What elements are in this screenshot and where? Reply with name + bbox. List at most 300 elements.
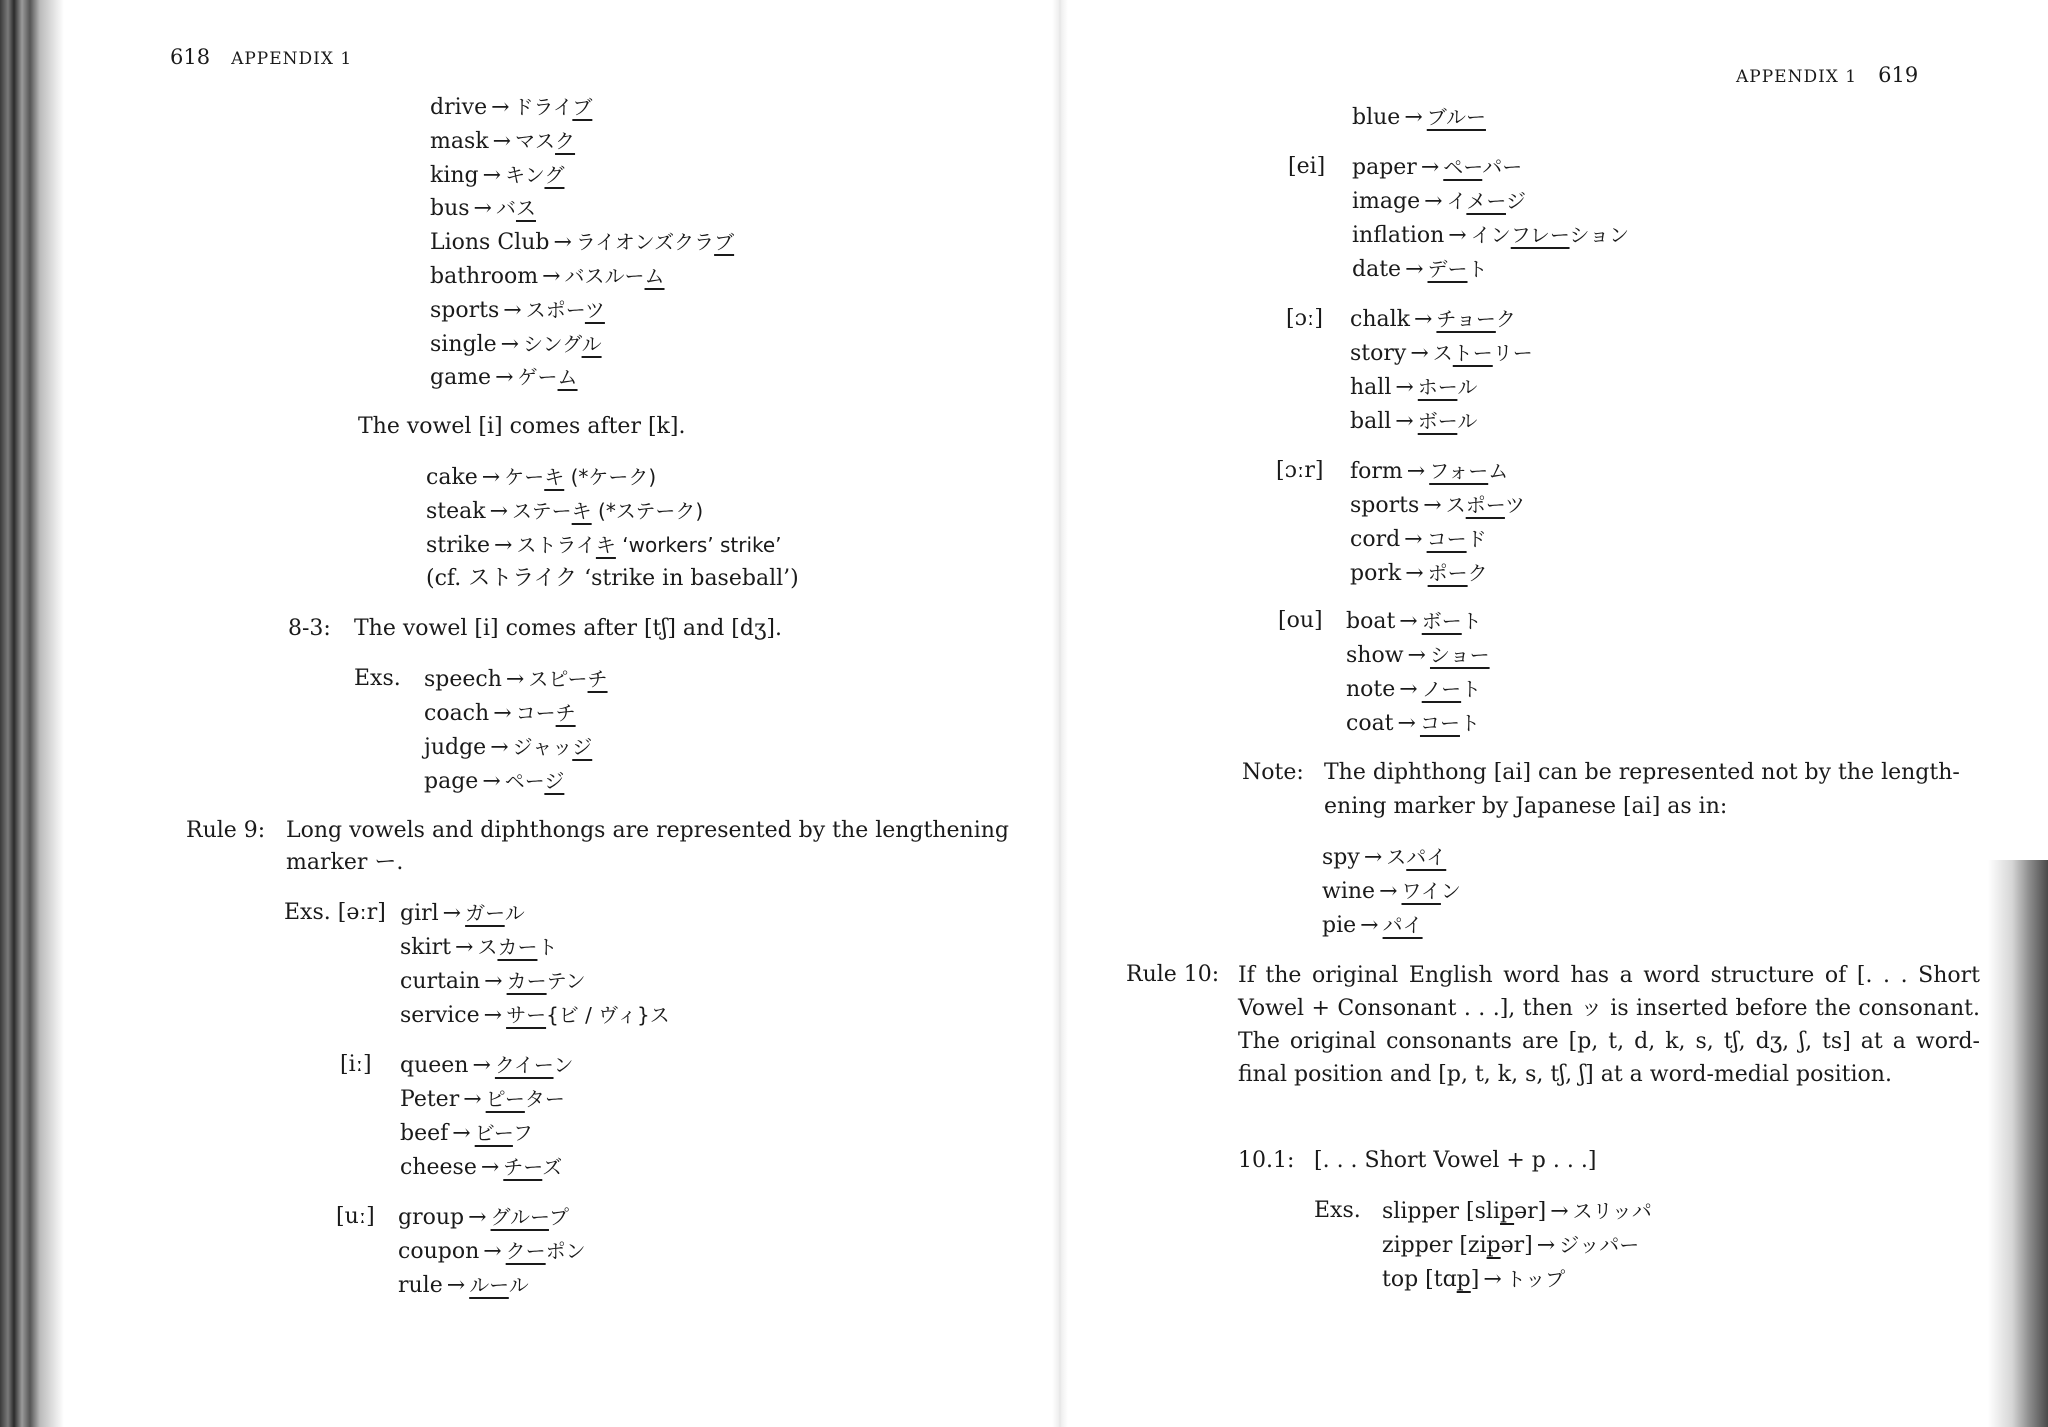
katakana-form bbox=[1402, 879, 1461, 903]
katakana-part: ン bbox=[553, 1053, 574, 1077]
katakana-form bbox=[495, 1053, 574, 1077]
arrow-icon: → bbox=[482, 163, 502, 188]
english-word: coach bbox=[424, 701, 490, 726]
exs-er-label: Exs. [əːr] bbox=[284, 900, 386, 925]
arrow-icon: → bbox=[492, 129, 512, 154]
entry-line bbox=[430, 162, 564, 189]
katakana-part: フ bbox=[512, 1121, 533, 1145]
katakana-form bbox=[496, 196, 536, 220]
katakana-part: プ bbox=[548, 1205, 569, 1229]
english-word: group bbox=[398, 1205, 465, 1230]
entry-line bbox=[430, 331, 602, 358]
katakana-part: リー bbox=[1492, 341, 1533, 365]
katakana-underlined: グルー bbox=[490, 1205, 549, 1229]
english-word: Peter bbox=[400, 1087, 460, 1112]
katakana-part: パー bbox=[1482, 155, 1523, 179]
english-word: single bbox=[430, 332, 497, 357]
katakana-underlined: ポー bbox=[1427, 561, 1468, 585]
entry-line bbox=[426, 498, 703, 525]
katakana-part: ドライ bbox=[513, 95, 573, 119]
english-word: rule bbox=[398, 1273, 443, 1298]
katakana-underlined: ス bbox=[515, 196, 536, 220]
english-word: cheese bbox=[400, 1155, 477, 1180]
arrow-icon: → bbox=[495, 365, 514, 390]
katakana-form: トップ bbox=[1505, 1267, 1566, 1291]
katakana-form bbox=[1422, 609, 1482, 633]
katakana-part: バ bbox=[495, 196, 516, 220]
page-header-right bbox=[1736, 62, 1918, 90]
entry-line bbox=[1322, 878, 1461, 905]
katakana-underlined: ク bbox=[555, 129, 576, 153]
english-word: page bbox=[424, 769, 479, 794]
katakana-form bbox=[477, 935, 557, 959]
katakana-part: ル bbox=[1457, 375, 1478, 399]
katakana-form bbox=[1427, 527, 1487, 551]
rule-9-line2: marker ー. bbox=[286, 850, 404, 875]
katakana-form bbox=[503, 1155, 562, 1179]
katakana-part: マス bbox=[515, 129, 556, 153]
entry-line bbox=[424, 734, 592, 761]
entry-line bbox=[1346, 608, 1482, 635]
katakana-underlined: クー bbox=[505, 1239, 546, 1263]
arrow-icon: → bbox=[446, 1273, 466, 1298]
entry-line bbox=[430, 364, 578, 391]
entry-line bbox=[1382, 1266, 1565, 1293]
arrow-icon: → bbox=[1536, 1233, 1556, 1258]
arrow-icon: → bbox=[1363, 845, 1383, 870]
arrow-icon: → bbox=[1424, 189, 1443, 214]
english-underlined: p bbox=[1500, 1199, 1515, 1224]
katakana-form bbox=[515, 129, 575, 153]
english-word: girl bbox=[400, 901, 439, 926]
entry-line bbox=[1350, 374, 1477, 401]
entry-line bbox=[398, 1204, 569, 1231]
katakana-part: スポー bbox=[525, 298, 585, 322]
english-word: pork bbox=[1350, 561, 1402, 586]
arrow-icon: → bbox=[1413, 307, 1433, 332]
katakana-underlined: キ bbox=[544, 465, 565, 489]
entry-line bbox=[400, 1002, 670, 1029]
katakana-part: ス bbox=[477, 935, 498, 959]
katakana-underlined: ボー bbox=[1421, 609, 1462, 633]
entry-line bbox=[424, 768, 564, 795]
katakana-underlined: トー bbox=[1452, 341, 1493, 365]
arrow-icon: → bbox=[482, 769, 501, 794]
english-word: wine bbox=[1322, 879, 1376, 904]
entry-line bbox=[426, 464, 656, 491]
english-word bbox=[1382, 1199, 1546, 1224]
english-word: coat bbox=[1346, 711, 1394, 736]
katakana-part: ポン bbox=[545, 1239, 586, 1263]
arrow-icon: → bbox=[1397, 711, 1416, 736]
arrow-icon: → bbox=[1550, 1199, 1569, 1224]
arrow-icon: → bbox=[494, 533, 513, 558]
katakana-part: ケー bbox=[504, 465, 545, 489]
arrow-icon: → bbox=[1404, 105, 1423, 130]
entry-line bbox=[400, 934, 557, 961]
katakana-part: コー bbox=[515, 701, 556, 725]
katakana-part: ル bbox=[508, 1273, 529, 1297]
katakana-part: ステー bbox=[512, 499, 572, 523]
arrow-icon: → bbox=[503, 298, 522, 323]
english-word: mask bbox=[430, 129, 489, 154]
english-word: bus bbox=[430, 196, 470, 221]
katakana-underlined: ポー bbox=[1465, 493, 1505, 517]
katakana-part: イ bbox=[1446, 189, 1467, 213]
entry-line bbox=[400, 1052, 574, 1079]
katakana-underlined: ブルー bbox=[1426, 105, 1486, 129]
arrow-icon: → bbox=[490, 735, 509, 760]
katakana-underlined: ペー bbox=[1443, 155, 1483, 179]
entry-line bbox=[1350, 408, 1477, 435]
running-head: APPENDIX 1 bbox=[1736, 67, 1858, 87]
rule-8-3-text: The vowel [i] comes after [tʃ] and [dʒ]. bbox=[354, 616, 782, 641]
katakana-part: {ビ / ヴィ}ス bbox=[546, 1003, 670, 1027]
english-word: ball bbox=[1350, 409, 1392, 434]
katakana-part: ス bbox=[1445, 493, 1466, 517]
english-part: ər] bbox=[1514, 1199, 1547, 1224]
english-word: steak bbox=[426, 499, 486, 524]
page-number: 619 bbox=[1878, 63, 1919, 87]
katakana-form bbox=[1427, 105, 1486, 129]
katakana-form bbox=[504, 465, 656, 489]
english-word: service bbox=[400, 1003, 480, 1028]
katakana-part: ム bbox=[1488, 459, 1509, 483]
english-word: bathroom bbox=[430, 264, 539, 289]
katakana-form bbox=[1383, 913, 1423, 937]
katakana-form bbox=[518, 365, 578, 389]
katakana-part: ストライ bbox=[516, 533, 596, 557]
entry-line bbox=[430, 128, 575, 155]
katakana-part: ライオンズクラ bbox=[575, 230, 715, 254]
katakana-form bbox=[1433, 341, 1533, 365]
katakana-form bbox=[1443, 155, 1522, 179]
english-word: sports bbox=[430, 298, 500, 323]
katakana-underlined: ム bbox=[557, 365, 578, 389]
katakana-form bbox=[576, 230, 734, 254]
english-word: sports bbox=[1350, 493, 1420, 518]
arrow-icon: → bbox=[489, 499, 509, 524]
rule-10-text: If the original English word has a word structure of [. . . Short Vowel + Consonant . . .], then ッ is inserted before the consonant. The original consonants are [p, t, d, k, s, tʃ, dʒ, ʃ, ts] at a word-final position and [p, t, k, s, tʃ, ʃ] at a word-medial position. bbox=[1238, 963, 1980, 1087]
entry-line bbox=[424, 666, 608, 693]
arrow-icon: → bbox=[1483, 1267, 1502, 1292]
entry-line bbox=[400, 900, 525, 927]
english-part: zipper [zi bbox=[1382, 1233, 1487, 1258]
katakana-underlined: ボー bbox=[1417, 409, 1458, 433]
entry-line bbox=[1346, 676, 1481, 703]
katakana-underlined: グ bbox=[544, 163, 565, 187]
katakana-form bbox=[465, 901, 525, 925]
entry-line bbox=[1350, 526, 1487, 553]
katakana-form bbox=[565, 264, 665, 288]
katakana-form bbox=[1418, 409, 1478, 433]
arrow-icon: → bbox=[1420, 155, 1440, 180]
entry-line bbox=[1322, 844, 1446, 871]
entry-line bbox=[1350, 306, 1516, 333]
katakana-underlined: キ bbox=[571, 499, 592, 523]
rule-10-label: Rule 10: bbox=[1126, 962, 1220, 987]
katakana-part: ド bbox=[1466, 527, 1487, 551]
english-word bbox=[1382, 1233, 1533, 1258]
katakana-form bbox=[528, 667, 607, 691]
katakana-part: ト bbox=[537, 935, 558, 959]
katakana-underlined: ブ bbox=[714, 230, 735, 254]
entry-line bbox=[424, 700, 576, 727]
katakana-form bbox=[491, 1205, 569, 1229]
entry-line bbox=[430, 263, 665, 290]
label-ei: [ei] bbox=[1288, 154, 1326, 179]
katakana-part: ク bbox=[1467, 561, 1488, 585]
katakana-form bbox=[516, 701, 576, 725]
katakana-form bbox=[516, 533, 781, 557]
label-ii: [iː] bbox=[340, 1052, 372, 1077]
english-word: image bbox=[1352, 189, 1421, 214]
arrow-icon: → bbox=[491, 95, 510, 120]
katakana-underlined: ツ bbox=[584, 298, 605, 322]
arrow-icon: → bbox=[1399, 609, 1418, 634]
english-word: spy bbox=[1322, 845, 1360, 870]
english-word: beef bbox=[400, 1121, 449, 1146]
katakana-form bbox=[1446, 493, 1525, 517]
katakana-part: ン bbox=[1440, 879, 1461, 903]
arrow-icon: → bbox=[505, 667, 525, 692]
katakana-form bbox=[513, 735, 593, 759]
katakana-part: イン bbox=[1470, 223, 1511, 247]
katakana-underlined: チョー bbox=[1436, 307, 1496, 331]
arrow-icon: → bbox=[1360, 913, 1379, 938]
entry-line bbox=[398, 1238, 586, 1265]
katakana-underlined: クイー bbox=[494, 1053, 554, 1077]
page-number: 618 bbox=[170, 45, 211, 69]
entry-line bbox=[430, 195, 536, 222]
katakana-underlined: ム bbox=[644, 264, 665, 288]
arrow-icon: → bbox=[1407, 643, 1426, 668]
arrow-icon: → bbox=[455, 935, 474, 960]
cf-line: (cf. ストライク ‘strike in baseball’) bbox=[426, 566, 799, 591]
katakana-underlined: ショー bbox=[1429, 643, 1490, 667]
english-word: cake bbox=[426, 465, 478, 490]
katakana-form bbox=[506, 1003, 670, 1027]
entry-line bbox=[1352, 256, 1488, 283]
entry-line bbox=[400, 968, 586, 995]
english-word: show bbox=[1346, 643, 1404, 668]
katakana-form: ジッパー bbox=[1559, 1233, 1640, 1257]
english-word: form bbox=[1350, 459, 1403, 484]
katakana-part: ト bbox=[1467, 257, 1488, 281]
english-word: game bbox=[430, 365, 492, 390]
katakana-part: ス bbox=[1432, 341, 1453, 365]
katakana-part: ‘workers’ strike’ bbox=[615, 533, 782, 557]
katakana-underlined: チー bbox=[503, 1155, 543, 1179]
arrow-icon: → bbox=[493, 701, 512, 726]
arrow-icon: → bbox=[468, 1205, 487, 1230]
katakana-underlined: コー bbox=[1419, 711, 1460, 735]
english-word: skirt bbox=[400, 935, 452, 960]
english-word: chalk bbox=[1350, 307, 1410, 332]
rule-10-1-text: [. . . Short Vowel + p . . .] bbox=[1314, 1148, 1597, 1173]
arrow-icon: → bbox=[542, 264, 561, 289]
exs-label: Exs. bbox=[354, 666, 401, 691]
katakana-underlined: カー bbox=[497, 935, 538, 959]
katakana-underlined: メー bbox=[1466, 189, 1506, 213]
katakana-form bbox=[526, 298, 605, 322]
katakana-part: ス bbox=[1386, 845, 1407, 869]
katakana-part: (*ケーク) bbox=[564, 465, 657, 489]
english-word: pie bbox=[1322, 913, 1357, 938]
english-word: queen bbox=[400, 1053, 469, 1078]
label-oo: [ɔː] bbox=[1286, 306, 1323, 331]
katakana-form bbox=[1428, 561, 1488, 585]
katakana-form bbox=[1429, 459, 1508, 483]
arrow-icon: → bbox=[483, 1003, 503, 1028]
rule-9-line1: Long vowels and diphthongs are represented by the lengthening bbox=[286, 818, 1010, 843]
arrow-icon: → bbox=[1395, 375, 1414, 400]
english-part: slipper [sli bbox=[1382, 1199, 1501, 1224]
entry-line bbox=[400, 1120, 533, 1147]
katakana-part: キン bbox=[505, 163, 545, 187]
katakana-part: ル bbox=[1457, 409, 1478, 433]
katakana-underlined: キ bbox=[595, 533, 616, 557]
page-header-left bbox=[170, 44, 352, 72]
left-page bbox=[70, 0, 1040, 1427]
english-word: curtain bbox=[400, 969, 481, 994]
katakana-underlined: パイ bbox=[1382, 913, 1423, 937]
entry-line bbox=[1350, 340, 1533, 367]
katakana-form bbox=[475, 1121, 533, 1145]
arrow-icon: → bbox=[553, 230, 572, 255]
label-uu: [uː] bbox=[336, 1204, 375, 1229]
katakana-part: ト bbox=[1459, 711, 1480, 735]
entry-line bbox=[1350, 458, 1508, 485]
english-word: hall bbox=[1350, 375, 1392, 400]
katakana-part: ゲー bbox=[517, 365, 558, 389]
english-word: coupon bbox=[398, 1239, 480, 1264]
katakana-underlined: ビー bbox=[474, 1121, 513, 1145]
english-part: ər] bbox=[1500, 1233, 1533, 1258]
katakana-part: ペー bbox=[504, 769, 545, 793]
book-spine-shadow bbox=[0, 0, 64, 1427]
arrow-icon: → bbox=[1410, 341, 1429, 366]
katakana-underlined: パイ bbox=[1406, 845, 1447, 869]
katakana-form bbox=[1447, 189, 1526, 213]
entry-line bbox=[1322, 912, 1423, 939]
english-underlined: p bbox=[1486, 1233, 1501, 1258]
katakana-part: シング bbox=[523, 332, 582, 356]
label-oor: [ɔːr] bbox=[1276, 458, 1324, 483]
katakana-form bbox=[1420, 711, 1480, 735]
entry-line bbox=[398, 1272, 529, 1299]
katakana-part: ション bbox=[1569, 223, 1630, 247]
katakana-form: スリッパ bbox=[1572, 1199, 1652, 1223]
entry-line bbox=[1352, 104, 1486, 131]
arrow-icon: → bbox=[480, 1155, 500, 1180]
katakana-underlined: コー bbox=[1426, 527, 1467, 551]
katakana-part: テン bbox=[546, 969, 586, 993]
entry-line bbox=[1352, 188, 1526, 215]
katakana-part: スピー bbox=[528, 667, 588, 691]
arrow-icon: → bbox=[1395, 409, 1414, 434]
entry-line bbox=[430, 229, 734, 256]
entry-line bbox=[1350, 492, 1525, 519]
katakana-part: ツ bbox=[1504, 493, 1525, 517]
english-word: king bbox=[430, 163, 479, 188]
english-word: speech bbox=[424, 667, 502, 692]
katakana-underlined: ジ bbox=[544, 769, 565, 793]
arrow-icon: → bbox=[483, 1239, 502, 1264]
rule-8-3-label: 8-3: bbox=[288, 616, 331, 641]
arrow-icon: → bbox=[500, 332, 520, 357]
katakana-underlined: フレー bbox=[1510, 223, 1570, 247]
katakana-form bbox=[512, 499, 703, 523]
english-word: inflation bbox=[1352, 223, 1445, 248]
entry-line bbox=[400, 1154, 562, 1181]
arrow-icon: → bbox=[472, 1053, 491, 1078]
english-part: ] bbox=[1470, 1267, 1480, 1292]
katakana-form bbox=[1422, 677, 1481, 701]
katakana-part: ル bbox=[504, 901, 525, 925]
katakana-underlined: チ bbox=[555, 701, 576, 725]
arrow-icon: → bbox=[473, 196, 492, 221]
note-label: Note: bbox=[1242, 760, 1304, 785]
katakana-underlined: ノー bbox=[1421, 677, 1462, 701]
entry-line bbox=[1352, 222, 1629, 249]
katakana-form bbox=[514, 95, 593, 119]
entry-line bbox=[1382, 1232, 1639, 1259]
katakana-underlined: フォー bbox=[1429, 459, 1489, 483]
katakana-form bbox=[523, 332, 602, 356]
katakana-part: (*ステーク) bbox=[591, 499, 704, 523]
arrow-icon: → bbox=[1448, 223, 1467, 248]
entry-line bbox=[426, 532, 782, 559]
katakana-form bbox=[469, 1273, 529, 1297]
arrow-icon: → bbox=[442, 901, 462, 926]
english-word: judge bbox=[424, 735, 487, 760]
katakana-part: ター bbox=[524, 1087, 565, 1111]
english-word: note bbox=[1346, 677, 1396, 702]
katakana-part: ズ bbox=[542, 1155, 563, 1179]
english-underlined: p bbox=[1456, 1267, 1471, 1292]
english-part: top [tɑ bbox=[1382, 1267, 1457, 1292]
english-word: paper bbox=[1352, 155, 1417, 180]
katakana-form bbox=[1428, 257, 1488, 281]
entry-line bbox=[1346, 642, 1490, 669]
entry-line bbox=[400, 1086, 565, 1113]
katakana-underlined: ホー bbox=[1417, 375, 1458, 399]
katakana-underlined: サー bbox=[506, 1003, 547, 1027]
arrow-icon: → bbox=[452, 1121, 471, 1146]
katakana-form bbox=[1386, 845, 1446, 869]
label-ou: [ou] bbox=[1278, 608, 1323, 633]
book-gutter bbox=[1052, 0, 1068, 1427]
arrow-icon: → bbox=[1405, 561, 1424, 586]
note-line2: ening marker by Japanese [ai] as in: bbox=[1324, 794, 1728, 819]
arrow-icon: → bbox=[481, 465, 501, 490]
katakana-underlined: ワイ bbox=[1401, 879, 1441, 903]
katakana-form bbox=[507, 969, 586, 993]
entry-line bbox=[1350, 560, 1488, 587]
katakana-part: ジ bbox=[1505, 189, 1526, 213]
rule-9-label: Rule 9: bbox=[186, 818, 266, 843]
katakana-form bbox=[1436, 307, 1515, 331]
note-line1: The diphthong [ai] can be represented not by the length- bbox=[1324, 760, 1960, 785]
katakana-form bbox=[1430, 643, 1490, 667]
entry-line bbox=[1382, 1198, 1652, 1225]
english-word: Lions Club bbox=[430, 230, 550, 255]
running-head: APPENDIX 1 bbox=[231, 49, 353, 69]
katakana-form bbox=[506, 1239, 586, 1263]
rule-10-1-label: 10.1: bbox=[1238, 1148, 1295, 1173]
katakana-underlined: ブ bbox=[572, 95, 593, 119]
